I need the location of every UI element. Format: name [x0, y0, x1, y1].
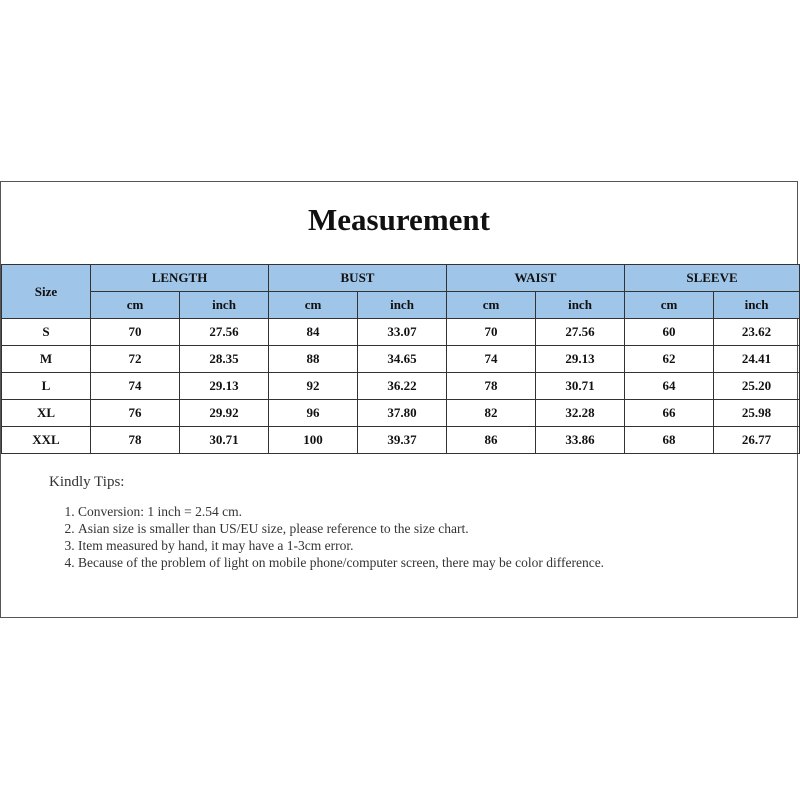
table-cell: 96: [269, 400, 358, 427]
tip-item: 4. Because of the problem of light on mobile phone/computer screen, there may be color difference.: [78, 554, 718, 571]
table-cell: 78: [447, 373, 536, 400]
size-table: [1, 264, 800, 454]
table-cell: 34.65: [358, 346, 447, 373]
table-cell: 88: [269, 346, 358, 373]
table-cell: 29.13: [536, 346, 625, 373]
size-label: XXL: [2, 427, 91, 454]
table-cell: 27.56: [180, 319, 269, 346]
size-label: XL: [2, 400, 91, 427]
table-cell: 37.80: [358, 400, 447, 427]
table-cell: 78: [91, 427, 180, 454]
table-cell: 74: [91, 373, 180, 400]
group-header-bust: BUST: [269, 265, 447, 292]
tip-item: 1. Conversion: 1 inch = 2.54 cm.: [78, 503, 718, 520]
size-label: S: [2, 319, 91, 346]
tips-heading: Kindly Tips:: [49, 474, 125, 490]
unit-header-inch: inch: [358, 292, 447, 319]
unit-header-cm: cm: [91, 292, 180, 319]
table-cell: 30.71: [180, 427, 269, 454]
size-chart-card: [0, 181, 798, 618]
table-row: [2, 427, 800, 454]
table-cell: 36.22: [358, 373, 447, 400]
table-cell: 100: [269, 427, 358, 454]
group-header-row: [2, 265, 800, 292]
group-header-length: LENGTH: [91, 265, 269, 292]
table-cell: 25.98: [714, 400, 800, 427]
table-cell: 68: [625, 427, 714, 454]
table-cell: 72: [91, 346, 180, 373]
table-cell: 26.77: [714, 427, 800, 454]
unit-header-row: [2, 292, 800, 319]
table-cell: 27.56: [536, 319, 625, 346]
table-row: [2, 373, 800, 400]
table-cell: 33.86: [536, 427, 625, 454]
group-header-waist: WAIST: [447, 265, 625, 292]
table-cell: 28.35: [180, 346, 269, 373]
table-cell: 60: [625, 319, 714, 346]
table-cell: 62: [625, 346, 714, 373]
table-cell: 64: [625, 373, 714, 400]
table-cell: 30.71: [536, 373, 625, 400]
size-column-header: Size: [2, 265, 91, 319]
table-cell: 39.37: [358, 427, 447, 454]
table-cell: 23.62: [714, 319, 800, 346]
unit-header-inch: inch: [714, 292, 800, 319]
unit-header-inch: inch: [180, 292, 269, 319]
table-cell: 33.07: [358, 319, 447, 346]
tip-item: 2. Asian size is smaller than US/EU size, please reference to the size chart.: [78, 520, 718, 537]
tips-list: [51, 503, 718, 571]
tip-item: 3. Item measured by hand, it may have a 1-3cm error.: [78, 537, 718, 554]
table-row: [2, 319, 800, 346]
table-cell: 92: [269, 373, 358, 400]
table-cell: 70: [91, 319, 180, 346]
table-cell: 29.13: [180, 373, 269, 400]
size-label: L: [2, 373, 91, 400]
table-cell: 86: [447, 427, 536, 454]
tips-section: [51, 474, 718, 571]
table-cell: 24.41: [714, 346, 800, 373]
table-cell: 70: [447, 319, 536, 346]
table-cell: 25.20: [714, 373, 800, 400]
table-cell: 74: [447, 346, 536, 373]
group-header-sleeve: SLEEVE: [625, 265, 800, 292]
unit-header-cm: cm: [625, 292, 714, 319]
table-cell: 84: [269, 319, 358, 346]
page-title: Measurement: [308, 202, 490, 237]
table-cell: 66: [625, 400, 714, 427]
unit-header-cm: cm: [447, 292, 536, 319]
unit-header-cm: cm: [269, 292, 358, 319]
table-cell: 29.92: [180, 400, 269, 427]
table-row: [2, 346, 800, 373]
table-row: [2, 400, 800, 427]
table-cell: 76: [91, 400, 180, 427]
table-cell: 82: [447, 400, 536, 427]
size-label: M: [2, 346, 91, 373]
table-cell: 32.28: [536, 400, 625, 427]
unit-header-inch: inch: [536, 292, 625, 319]
